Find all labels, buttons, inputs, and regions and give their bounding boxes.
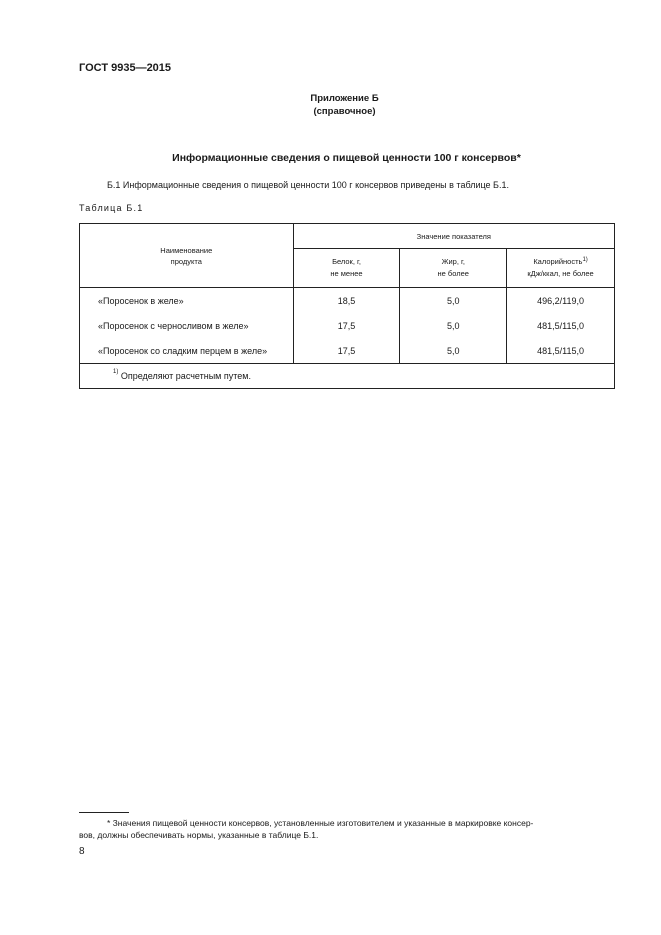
body-paragraph: Б.1 Информационные сведения о пищевой ценности 100 г консервов приведены в таблице Б.1. (107, 180, 509, 190)
annex-type: (справочное) (313, 106, 376, 117)
product-name: «Поросенок в желе» (80, 288, 294, 314)
header-product-name (80, 224, 294, 288)
table-header-row (80, 224, 615, 249)
table-footnote (80, 364, 615, 389)
table-row (80, 313, 615, 338)
header-protein-line2: не менее (330, 269, 363, 278)
footnote-divider (79, 812, 129, 813)
page-number: 8 (79, 846, 85, 857)
protein-value: 17,5 (293, 313, 400, 338)
annex-title-block (0, 92, 661, 118)
page-footnote (79, 817, 614, 841)
header-calories-label: Калорийность (533, 257, 583, 266)
header-name-line2: продукта (170, 256, 202, 266)
page-footnote-line2: вов, должны обеспечивать нормы, указанные в таблице Б.1. (79, 830, 319, 840)
header-fat (400, 249, 507, 288)
section-heading: Информационные сведения о пищевой ценности 100 г консервов* (172, 152, 521, 164)
calories-value: 481,5/115,0 (507, 338, 615, 364)
header-protein-line1: Белок, г, (332, 257, 361, 266)
table-footnote-text: Определяют расчетным путем. (120, 371, 251, 381)
header-fat-line2: не более (437, 269, 469, 278)
nutrition-table (79, 223, 615, 389)
header-calories (507, 249, 615, 288)
header-fat-line1: Жир, г, (441, 257, 465, 266)
fat-value: 5,0 (400, 313, 507, 338)
fat-value: 5,0 (400, 338, 507, 364)
table-footnote-row (80, 364, 615, 389)
table-footnote-mark: 1) (113, 369, 119, 375)
product-name: «Поросенок со сладким перцем в желе» (80, 338, 294, 364)
fat-value: 5,0 (400, 288, 507, 314)
protein-value: 17,5 (293, 338, 400, 364)
product-name: «Поросенок с черносливом в желе» (80, 313, 294, 338)
page-footnote-line1: * Значения пищевой ценности консервов, установленные изготовителем и указанные в маркировке консер- (107, 818, 534, 828)
calories-value: 496,2/119,0 (507, 288, 615, 314)
header-calories-line2: кДж/ккал, не более (527, 269, 594, 278)
table-caption: Таблица Б.1 (79, 203, 144, 213)
calories-value: 481,5/115,0 (507, 313, 615, 338)
table-row (80, 338, 615, 364)
header-calories-footnote-mark: 1) (582, 257, 588, 263)
header-indicator-group: Значение показателя (293, 224, 614, 249)
protein-value: 18,5 (293, 288, 400, 314)
table-row (80, 288, 615, 314)
header-protein (293, 249, 400, 288)
standard-number: ГОСТ 9935—2015 (79, 62, 172, 74)
header-name-line1: Наименование (160, 245, 213, 255)
annex-title: Приложение Б (310, 93, 379, 104)
header-calories-line1 (507, 256, 614, 268)
